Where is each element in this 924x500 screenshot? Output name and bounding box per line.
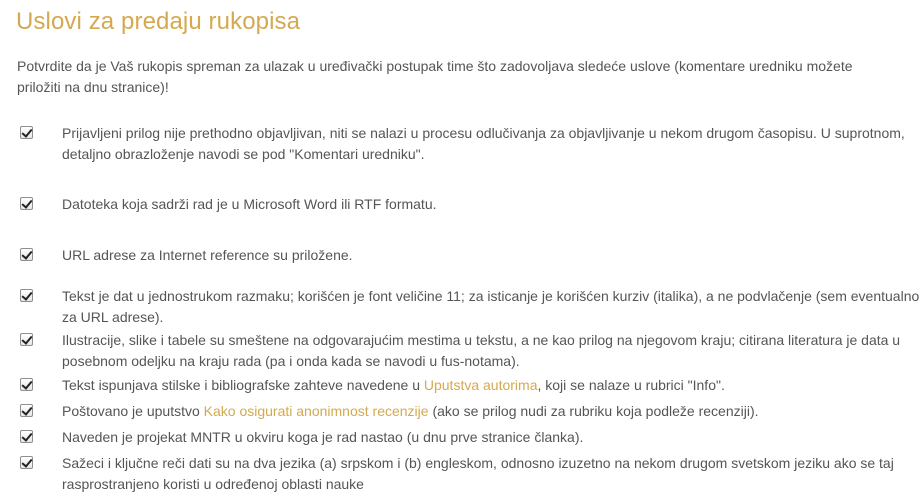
checklist-item-2-text: Datoteka koja sadrži rad je u Microsoft Word ili RTF formatu. <box>62 196 437 212</box>
checklist-item-8-text: Naveden je projekat MNTR u okviru koga je rad nastao (u dnu prve stranice članka). <box>62 429 584 445</box>
checkbox-7[interactable] <box>20 404 33 417</box>
item-6-after: , koji se nalaze u rubrici "Info". <box>537 377 725 393</box>
anonimnost-recenzije-link[interactable]: Kako osigurati anonimnost recenzije <box>203 403 429 419</box>
uputstva-autorima-link[interactable]: Uputstva autorima <box>423 377 538 393</box>
checklist-item-9-text: Sažeci i ključne reči dati su na dva jezika (a) srpskom i (b) engleskom, odnosno izuzetno na nekom drugom svetskom jeziku ako se taj rasprostranjeno koristi u određenoj oblasti nauke <box>62 455 894 492</box>
checkbox-6[interactable] <box>20 378 33 391</box>
item-7-before: Poštovano je uputstvo <box>62 403 204 419</box>
checkbox-4[interactable] <box>20 289 33 302</box>
item-6-before: Tekst ispunjava stilske i bibliografske zahteve navedene u <box>62 377 424 393</box>
item-7-after: (ako se prilog nudi za rubriku koja podleže recenziji). <box>428 403 759 419</box>
page-title: Uslovi za predaju rukopisa <box>16 8 301 35</box>
checkbox-3[interactable] <box>20 248 33 261</box>
checklist-item-3-text: URL adrese za Internet reference su priložene. <box>62 247 353 263</box>
checklist-item-5-text: Ilustracije, slike i tabele su smeštene na odgovarajućim mestima u tekstu, a ne kao prilog na njegovom kraju; citirana literatura je data u posebnom odeljku na kraju rada (pa i onda kada se navodi u fus-notama). <box>62 332 901 369</box>
checklist-item-4-text: Tekst je dat u jednostrukom razmaku; korišćen je font veličine 11; za isticanje je korišćen kurziv (italika), a ne podvlačenje (sem eventualno za URL adrese). <box>62 288 920 325</box>
checkbox-5[interactable] <box>20 333 33 346</box>
checkbox-2[interactable] <box>20 197 33 210</box>
checklist-item-6-text <box>62 375 920 396</box>
checkbox-8[interactable] <box>20 430 33 443</box>
checkbox-1[interactable] <box>20 126 33 139</box>
checkbox-9[interactable] <box>20 456 33 469</box>
checklist-item-7-text <box>62 401 920 422</box>
checklist-item-1-text: Prijavljeni prilog nije prethodno objavljivan, niti se nalazi u procesu odlučivanja za objavljivanje u nekom drugom časopisu. U suprotnom, detaljno obrazloženje navodi se pod "Komentari uredniku". <box>62 125 905 162</box>
intro-text: Potvrdite da je Vaš rukopis spreman za ulazak u uređivački postupak time što zadovoljava sledeće uslove (komentare uredniku možete priložiti na dnu stranice)! <box>17 58 853 95</box>
